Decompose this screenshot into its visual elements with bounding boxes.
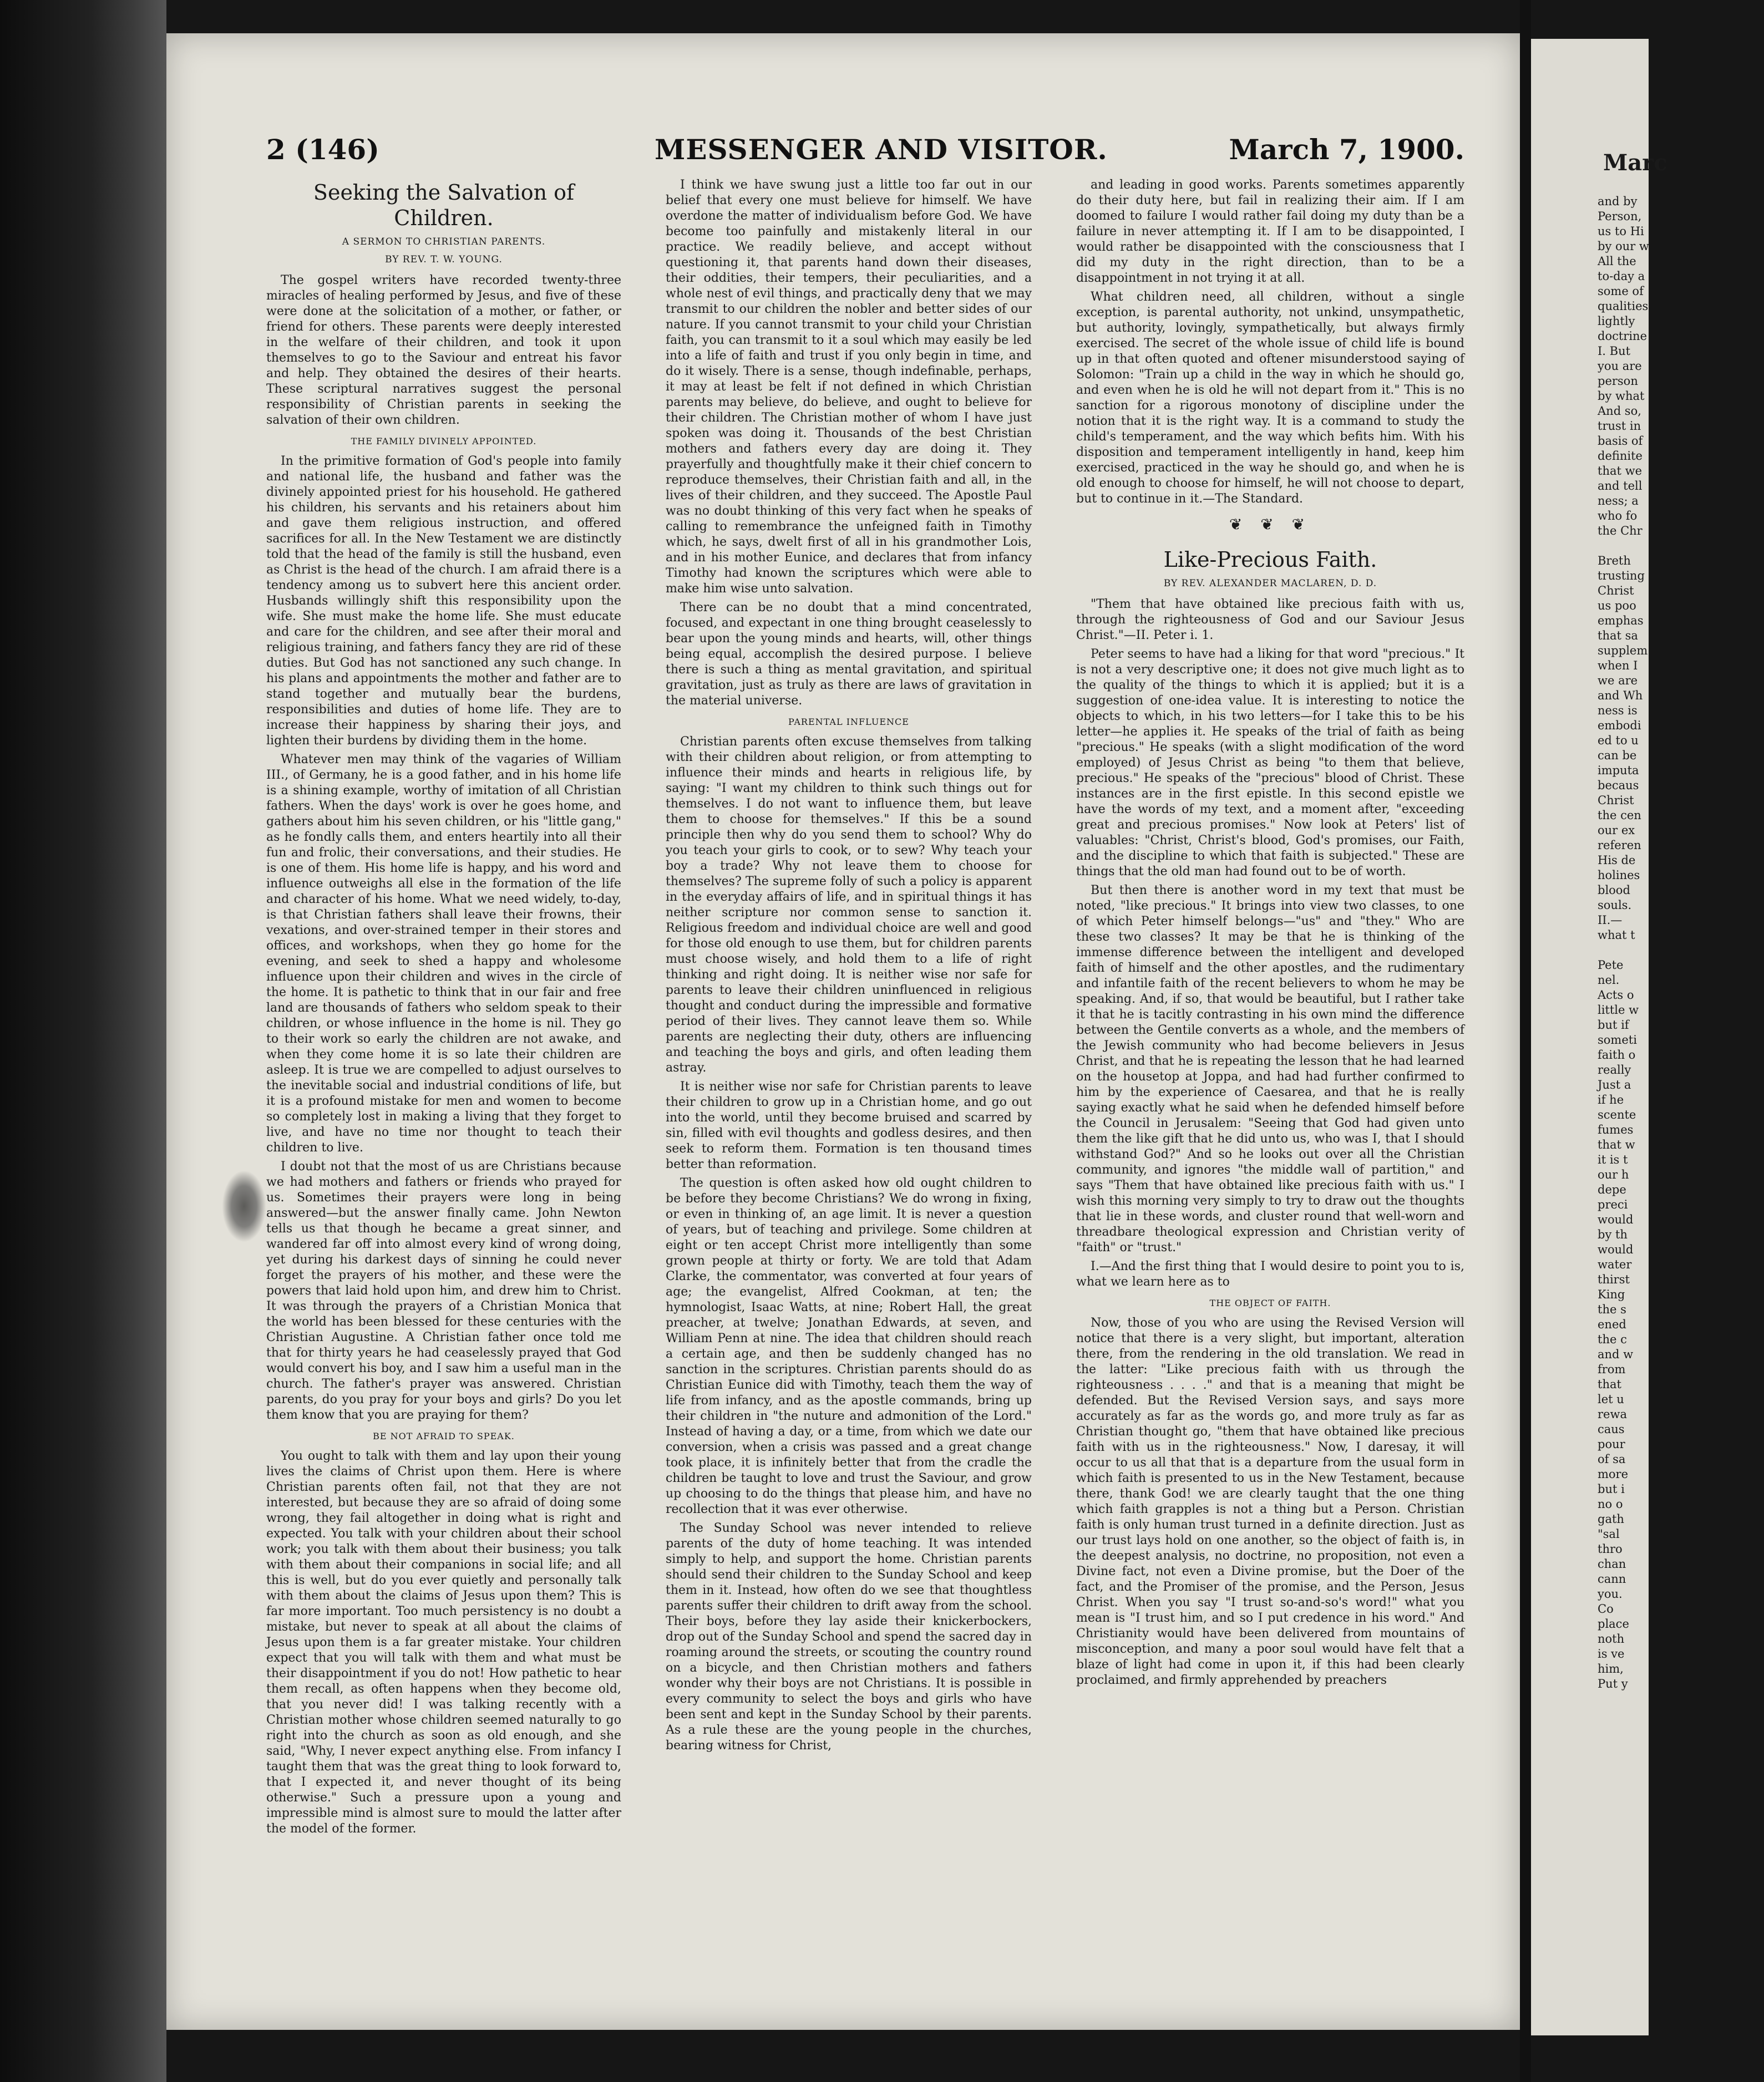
adjacent-page-line: to-day a bbox=[1598, 270, 1645, 283]
adjacent-page-line: imputa bbox=[1598, 764, 1639, 777]
adjacent-page-line: supplem bbox=[1598, 644, 1648, 657]
adjacent-page-line: of sa bbox=[1598, 1453, 1626, 1466]
adjacent-page-line bbox=[1598, 943, 1764, 958]
section-heading: PARENTAL INFLUENCE bbox=[788, 717, 909, 727]
adjacent-page-line: "sal bbox=[1598, 1527, 1620, 1541]
adjacent-page-line: And so, bbox=[1598, 404, 1641, 418]
adjacent-page-line: and by bbox=[1598, 195, 1638, 208]
adjacent-page-line: pour bbox=[1598, 1438, 1625, 1451]
adjacent-page-line: that we bbox=[1598, 464, 1643, 478]
adjacent-page-line: blood bbox=[1598, 883, 1630, 897]
adjacent-page-line: noth bbox=[1598, 1632, 1625, 1646]
adjacent-page-line: person bbox=[1598, 374, 1638, 388]
adjacent-page-line: us poo bbox=[1598, 599, 1636, 612]
adjacent-page-line: Breth bbox=[1598, 554, 1631, 567]
adjacent-page-line: nel. bbox=[1598, 973, 1620, 987]
adjacent-page-line: someti bbox=[1598, 1033, 1637, 1047]
adjacent-page-line: by our w bbox=[1598, 240, 1649, 253]
article-title: Seeking the Salvation of Children. bbox=[313, 180, 575, 230]
adjacent-page-line: lightly bbox=[1598, 314, 1635, 328]
adjacent-page-line: our h bbox=[1598, 1168, 1629, 1181]
book-binding-edge bbox=[0, 0, 166, 2082]
adjacent-page-line: when I bbox=[1598, 659, 1638, 672]
adjacent-page-line: Pete bbox=[1598, 958, 1624, 972]
publication-title: MESSENGER AND VISITOR. bbox=[655, 133, 1108, 166]
article-paragraph: The gospel writers have recorded twenty-three miracles of healing performed by Jesus, and five of these were done at the solicitation of a mother, or father, or friend for others. These parents were deeply interested in the welfare of their children, and took it upon themselves to go to the Saviour and entreat his favor and help. They obtained the desires of their hearts. These scriptural narratives suggest the personal responsibility of Christian parents in seeking the salvation of their own children. bbox=[266, 273, 621, 427]
article-paragraph: But then there is another word in my text that must be noted, "like precious." It brings into view two classes, to one of which Peter himself belongs—"us" and "they." Who are these two classes? It may be that he is thinking of the immense difference between the intelligent and developed faith of himself and the other apostles, and the rudimentary and infantile faith of the recent believers to whom he may be speaking. And, if so, that would be beautiful, but I rather take it that he is tacitly contrasting in his own mind the difference between the Gentile converts as a whole, and the members of the Jewish community who had become believers in Jesus Christ, and that he is repeating the lesson that he had learned on the housetop at Joppa, and had had further confirmed to him by the experience of Caesarea, and that he is really saying exactly what he said when he defended himself before the Council in Jerusalem: "Seeing that God had given unto them the like gift that he did unto us, who was I, that I should withstand God?" And so he looks out over all the Christian community, and ignores "the middle wall of partition," and says "Them that have obtained like precious faith with us." I wish this morning very simply to try to draw out the thoughts that lie in these words, and cluster round that well-worn and threadbare theological expression and Christian verity of "faith" or "trust." bbox=[1076, 883, 1464, 1255]
adjacent-page-line: our ex bbox=[1598, 824, 1635, 837]
section-ornament: ❦ ❦ ❦ bbox=[1229, 515, 1312, 534]
adjacent-page-line: us to Hi bbox=[1598, 225, 1644, 238]
adjacent-page-line: scente bbox=[1598, 1108, 1636, 1121]
article-paragraph: In the primitive formation of God's people into family and national life, the husband and father was the divinely appointed priest for his household. He gathered his children, his servants and his retainers about him and gave them religious instruction, and offered sacrifices for all. In the New Testament we are distinctly told that the head of the family is still the husband, even as Christ is the head of the church. I am afraid there is a tendency among us to subvert here this ancient order. Husbands willingly shift this responsibility upon the wife. She must make the home life. She must educate and care for the children, and see after their moral and religious training, and fathers fancy they are rid of these duties. But God has not sanctioned any such change. In his plans and appointments the mother and father are to stand together and mutually bear the burdens, responsibilities and duties of home life. They are to increase their happiness by sharing their joys, and lighten their burdens by dividing them in the home. bbox=[266, 454, 621, 748]
adjacent-page-line: ed to u bbox=[1598, 734, 1639, 747]
adjacent-page-line: the s bbox=[1598, 1303, 1626, 1316]
adjacent-page-line: it is t bbox=[1598, 1153, 1628, 1166]
article-byline: BY REV. ALEXANDER MACLAREN, D. D. bbox=[1163, 578, 1377, 589]
column-2 bbox=[666, 177, 1032, 1985]
article-paragraph: I doubt not that the most of us are Christians because we had mothers and fathers or friends who prayed for us. Sometimes their prayers were long in being answered—but the answer finally came. John Newton tells us that though he became a great sinner, and wandered far off into almost every kind of wrong doing, yet during his darkest days of sinning he could never forget the prayers of his mother, and these were the powers that laid hold upon him, and drew him to Christ. It was through the prayers of a Christian Monica that the world has been blessed for these centuries with the Christian Augustine. A Christian father once told me that for thirty years he had ceaselessly prayed that God would convert his boy, and I saw him a useful man in the church. The father's prayer was answered. Christian parents, do you pray for your boys and girls? Do you let them know that you are praying for them? bbox=[266, 1160, 621, 1422]
adjacent-page-line: by what bbox=[1598, 389, 1645, 403]
adjacent-page-line: His de bbox=[1598, 854, 1636, 867]
article-paragraph: There can be no doubt that a mind concentrated, focused, and expectant in one thing brought ceaselessly to bear upon the young minds and hearts, will, other things being equal, accomplish the desired purpose. I believe there is such a thing as mental gravitation, and spiritual gravitation, just as truly as there are laws of gravitation in the material universe. bbox=[666, 601, 1032, 708]
adjacent-page-line: emphas bbox=[1598, 614, 1644, 627]
adjacent-page-line: but i bbox=[1598, 1482, 1625, 1496]
adjacent-page-line: would bbox=[1598, 1243, 1634, 1256]
adjacent-page-line: him, bbox=[1598, 1662, 1624, 1675]
adjacent-page-line: more bbox=[1598, 1467, 1629, 1481]
adjacent-page-line: the Chr bbox=[1598, 524, 1643, 537]
adjacent-page-line: that sa bbox=[1598, 629, 1638, 642]
adjacent-page-fragment bbox=[1531, 39, 1667, 2035]
adjacent-page-line: water bbox=[1598, 1258, 1632, 1271]
ink-stain bbox=[222, 1170, 266, 1242]
article-title: Like-Precious Faith. bbox=[1163, 547, 1377, 572]
adjacent-page-line: Christ bbox=[1598, 584, 1634, 597]
adjacent-page-line: and Wh bbox=[1598, 689, 1643, 702]
adjacent-page-line: place bbox=[1598, 1617, 1629, 1631]
adjacent-page-line: what t bbox=[1598, 928, 1635, 942]
adjacent-page-line: the cen bbox=[1598, 809, 1641, 822]
scripture-epigraph: "Them that have obtained like precious faith with us, through the righteousness of God and our Saviour Jesus Christ."—II. Peter i. 1. bbox=[1076, 597, 1464, 642]
adjacent-page-line: gath bbox=[1598, 1512, 1624, 1526]
adjacent-page-line: the c bbox=[1598, 1333, 1627, 1346]
article-paragraph: I think we have swung just a little too far out in our belief that every one must believe for himself. We have overdone the matter of individualism before God. We have become too painfully and mistakenly literal in our practice. We readily believe, and accept without questioning it, that parents hand down their diseases, their oddities, their tempers, their peculiarities, and a whole nest of evil things, and practically deny that we may transmit to our children the nobler and better sides of our nature. If you cannot transmit to your child your Christian faith, you can transmit to it a soul which may easily be led into a life of faith and trust if you only begin in time, and do it wisely. There is a sense, though indefinable, perhaps, it may at least be felt if not defined in which Christian parents may believe, do believe, and ought to believe for their children. The Christian mother of whom I have just spoken was doing it. Thousands of the best Christian mothers and fathers every day are doing it. They prayerfully and thoughtfully make it their chief concern to reproduce themselves, their Christian faith and all, in the lives of their children, and they succeed. The Apostle Paul was no doubt thinking of this very fact when he speaks of calling to remembrance the unfeigned faith in Timothy which, he says, dwelt first of all in his grandmother Lois, and in his mother Eunice, and declares that from infancy Timothy had known the scriptures which were able to make him wise unto salvation. bbox=[666, 178, 1032, 596]
adjacent-page-line: that bbox=[1598, 1378, 1621, 1391]
adjacent-page-line: from bbox=[1598, 1363, 1626, 1376]
adjacent-page-line: let u bbox=[1598, 1393, 1624, 1406]
column-1 bbox=[266, 177, 621, 1985]
adjacent-page-line: holines bbox=[1598, 869, 1640, 882]
adjacent-page-line: preci bbox=[1598, 1198, 1628, 1211]
article-paragraph: I.—And the first thing that I would desire to point you to is, what we learn here as to bbox=[1076, 1260, 1464, 1289]
section-heading: THE OBJECT OF FAITH. bbox=[1209, 1298, 1331, 1308]
section-heading: THE FAMILY DIVINELY APPOINTED. bbox=[351, 436, 537, 446]
adjacent-page-line: fumes bbox=[1598, 1123, 1634, 1136]
adjacent-page-line: that w bbox=[1598, 1138, 1635, 1151]
adjacent-page-line: embodi bbox=[1598, 719, 1641, 732]
page-number: 2 (146) bbox=[266, 133, 379, 166]
running-head bbox=[266, 100, 1464, 166]
adjacent-page-line: trust in bbox=[1598, 419, 1641, 433]
adjacent-page-line: Co bbox=[1598, 1602, 1614, 1616]
adjacent-page-line: if he bbox=[1598, 1093, 1624, 1106]
adjacent-page-line: little w bbox=[1598, 1003, 1639, 1017]
adjacent-page-line: you. bbox=[1598, 1587, 1623, 1601]
adjacent-page-line: souls. bbox=[1598, 898, 1632, 912]
column-3 bbox=[1076, 177, 1464, 1985]
adjacent-page-line: Put y bbox=[1598, 1677, 1628, 1690]
adjacent-page-line: doctrine bbox=[1598, 329, 1647, 343]
adjacent-page-line: trusting bbox=[1598, 569, 1645, 582]
adjacent-page-line: some of bbox=[1598, 285, 1644, 298]
adjacent-page-line: by th bbox=[1598, 1228, 1628, 1241]
adjacent-page-line: Person, bbox=[1598, 210, 1642, 223]
adjacent-page-line: really bbox=[1598, 1063, 1631, 1076]
adjacent-page-line: qualities bbox=[1598, 299, 1649, 313]
article-paragraph: The Sunday School was never intended to relieve parents of the duty of home teaching. It was intended simply to help, and support the home. Christian parents should send their children to the Sunday School and keep them in it. Instead, how often do we see that thoughtless parents suffer their children to drift away from the school. Their boys, before they lay aside their knickerbockers, drop out of the Sunday School and spend the sacred day in roaming around the streets, or scouting the country round on a bicycle, and then Christian mothers and fathers wonder why their boys are not Christians. It is possible in every community to select the boys and girls who have been sent and kept in the Sunday School by their parents. As a rule these are the young people in the churches, bearing witness for Christ, bbox=[666, 1521, 1032, 1753]
adjacent-page-line: and tell bbox=[1598, 479, 1643, 492]
article-byline: BY REV. T. W. YOUNG. bbox=[385, 254, 503, 265]
adjacent-page-line: and w bbox=[1598, 1348, 1634, 1361]
adjacent-page-header: Marc bbox=[1603, 150, 1667, 176]
adjacent-page-line: King bbox=[1598, 1288, 1625, 1301]
adjacent-page-line: thirst bbox=[1598, 1273, 1630, 1286]
article-paragraph: Whatever men may think of the vagaries of William III., of Germany, he is a good father, and in his home life is a shining example, worthy of imitation of all Christian fathers. When the days' work is over he goes home, and gathers about him his seven children, or his "little gang," as he fondly calls them, and enters heartily into all their fun and frolic, their conversations, and their studies. He is one of them. His home life is happy, and his word and influence outweighs all else in the formation of the life and character of his home. What we need widely, to-day, is that Christian fathers shall leave their frowns, their vexations, and over-strained temper in their stores and offices, and workshops, when they go home for the evening, and seek to shed a happy and wholesome influence upon their children and wives in the circle of the home. It is pathetic to think that in our fair and free land are thousands of fathers who seldom speak to their children, or whose influence in the home is nil. They go to their work so early the children are not awake, and when they come home it is so late their children are asleep. It is true we are compelled to adjust ourselves to the inevitable social and industrial conditions of life, but it is a profound mistake for men and women to become so completely lost in making a living that they forget to live, and have no time nor thought to teach their children to live. bbox=[266, 753, 622, 1155]
adjacent-page-line: depe bbox=[1598, 1183, 1626, 1196]
adjacent-page-line: rewa bbox=[1598, 1408, 1627, 1421]
adjacent-page-line: All the bbox=[1598, 255, 1636, 268]
adjacent-page-line: basis of bbox=[1598, 434, 1643, 448]
article-subtitle: A SERMON TO CHRISTIAN PARENTS. bbox=[342, 236, 546, 247]
adjacent-page-line: but if bbox=[1598, 1018, 1629, 1032]
adjacent-page-line: ness is bbox=[1598, 704, 1638, 717]
adjacent-page-line: can be bbox=[1598, 749, 1637, 762]
adjacent-page-line: becaus bbox=[1598, 779, 1639, 792]
article-paragraph: Christian parents often excuse themselves from talking with their children about religion, or from attempting to influence their minds and hearts in religious life, by saying: "I want my children to think such things out for themselves. I do not want to influence them, but leave them to choose for themselves." If this be a sound principle then why do you send them to school? Why do you teach your girls to cook, or to sew? Why teach your boy a trade? Why not leave them to choose for themselves? The supreme folly of such a policy is apparent in the everyday affairs of life, and in spiritual things it has neither scripture nor common sense to sanction it. Religious freedom and individual choice are well and good for those old enough to use them, but for children parents must choose wisely, and hold them to a life of right thinking and right doing. It is neither wise nor safe for parents to leave their children uninfluenced in religious thought and conduct during the impressible and formative period of their lives. They cannot leave them so. While parents are neglecting their duty, others are influencing and teaching the boys and girls, and often leading them astray. bbox=[666, 735, 1032, 1075]
adjacent-page-line: ened bbox=[1598, 1318, 1626, 1331]
adjacent-page-line bbox=[1598, 539, 1764, 553]
adjacent-page-line: Acts o bbox=[1598, 988, 1634, 1002]
adjacent-page-line: thro bbox=[1598, 1542, 1623, 1556]
adjacent-page-line: I. But bbox=[1598, 344, 1631, 358]
adjacent-page-line: would bbox=[1598, 1213, 1634, 1226]
page-gutter bbox=[1520, 0, 1531, 2082]
adjacent-page-line: caus bbox=[1598, 1423, 1625, 1436]
adjacent-page-line: Christ bbox=[1598, 794, 1634, 807]
adjacent-page-line: definite bbox=[1598, 449, 1643, 463]
article-paragraph: It is neither wise nor safe for Christian parents to leave their children to grow up in a Christian home, and go out into the world, until they become bruised and scarred by sin, filled with evil thoughts and godless desires, and then seek to reform them. Formation is ten thousand times better than reformation. bbox=[666, 1080, 1032, 1171]
article-paragraph: Peter seems to have had a liking for that word "precious." It is not a very descriptive one; it does not give much light as to the quality of the things to which it is applied; but it is a suggestion of one-idea value. It is interesting to notice the objects to which, in his two letters—for I take this to be his letter—he applies it. He speaks of the trial of faith as being "precious." He speaks (with a slight modification of the word employed) of Jesus Christ as being "to them that believe, precious." He speaks of the "precious" blood of Christ. These instances are in the first epistle. In this second epistle we have the words of my text, and a moment after, "exceeding great and precious promises." Now look at Peters' list of valuables: "Christ, Christ's blood, God's promises, our Faith, and the discipline to which that faith is subjected." These are things that the old man had found out to be of worth. bbox=[1076, 647, 1464, 878]
adjacent-page-text bbox=[1598, 194, 1764, 1692]
adjacent-page-line: no o bbox=[1598, 1497, 1623, 1511]
issue-date: March 7, 1900. bbox=[1229, 133, 1464, 166]
adjacent-page-line: who fo bbox=[1598, 509, 1638, 522]
article-paragraph: Now, those of you who are using the Revised Version will notice that there is a very slight, but important, alteration there, from the rendering in the old translation. We read in the latter: "Like precious faith with us through the righteousness . . . ." and that is a meaning that might be defended. But the Revised Version says, and says more accurately as far as the words go, and more truly as far as Christian thought go, "them that have obtained like precious faith with us in the righteousness." Now, I daresay, it will occur to us all that that is a departure from the usual form in which faith is presented to us in the New Testament, because there, thank God! we are clearly taught that the one thing which faith grapples is not a thing but a Person. Christian faith is only human trust turned in a definite direction. Just as our trust lays hold on one another, so the object of faith is, in the deepest analysis, no doctrine, no proposition, not even a Divine fact, not even a Divine promise, but the Doer of the fact, and the Promiser of the promise, and the Person, Jesus Christ. When you say "I trust so-and-so's word!" what you mean is "I trust him, and so I put credence in his word." And Christianity would have been delivered from mountains of misconception, and many a poor soul would have felt that a blaze of light had come in upon it, if this had been clearly proclaimed, and firmly apprehended by preachers bbox=[1076, 1316, 1464, 1687]
newspaper-page bbox=[166, 33, 1520, 2030]
adjacent-page-line: we are bbox=[1598, 674, 1638, 687]
article-paragraph: The question is often asked how old ought children to be before they become Christians? We do wrong in fixing, or even in thinking of, an age limit. It is never a question of years, but of teaching and privilege. Some children at eight or ten accept Christ more intelligently than some grown people at thirty or forty. We are told that Adam Clarke, the commentator, was converted at four years of age; the evangelist, Alfred Cookman, at ten; the hymnologist, Isaac Watts, at nine; Robert Hall, the great preacher, at twelve; Jonathan Edwards, at seven, and William Penn at nine. The idea that children should reach a certain age, and then be suddenly changed has no sanction in the scriptures. Christian parents should do as Christian Eunice did with Timothy, teach them the way of life from infancy, and as the apostle commands, bring up their children in "the nuture and admonition of the Lord." Instead of having a day, or a time, from which we date our conversion, when a crisis was passed and a great change took place, it is infinitely better that from the cradle the children be taught to love and trust the Saviour, and grow up choosing to do the things that please him, and have no recollection that it was ever otherwise. bbox=[666, 1176, 1032, 1516]
adjacent-page-line: II.— bbox=[1598, 913, 1623, 927]
adjacent-page-line: is ve bbox=[1598, 1647, 1625, 1660]
section-heading: BE NOT AFRAID TO SPEAK. bbox=[373, 1431, 515, 1441]
adjacent-page-line: referen bbox=[1598, 839, 1641, 852]
adjacent-page-line: Just a bbox=[1598, 1078, 1631, 1091]
adjacent-page-line: you are bbox=[1598, 359, 1642, 373]
adjacent-page-line: cann bbox=[1598, 1572, 1626, 1586]
article-paragraph: What children need, all children, without a single exception, is parental authority, not unkind, unsympathetic, but authority, lovingly, sympathetically, but always firmly exercised. The secret of the whole issue of child life is bound up in that often quoted and oftener misunderstood saying of Solomon: "Train up a child in the way in which he should go, and even when he is old he will not depart from it." This is no sanction for a rigorous monotony of discipline under the notion that it is the right way. It is a command to study the child's temperament, and the way which befits him. With his disposition and temperament intelligently in hand, keep him exercised, practiced in the way he should go, and when he is old enough to choose for himself, he will not choose to depart, but to continue in it.—The Standard. bbox=[1076, 290, 1464, 506]
article-paragraph: and leading in good works. Parents sometimes apparently do their duty here, but fail in realizing their aim. If I am doomed to failure I would rather fail doing my duty than be a failure in never attempting it. If I am to be disappointed, I would rather be disappointed with the consciousness that I did my duty in the right direction, than to be a disappointment in not trying it at all. bbox=[1076, 178, 1464, 285]
adjacent-page-line: ness; a bbox=[1598, 494, 1639, 507]
adjacent-page-line: faith o bbox=[1598, 1048, 1636, 1062]
adjacent-page-line: chan bbox=[1598, 1557, 1626, 1571]
article-paragraph: You ought to talk with them and lay upon their young lives the claims of Christ upon them. Here is where Christian parents often fail, not that they are not interested, but because they are so afraid of doing some wrong, they fail altogether in doing what is right and expected. You talk with your children about their school work; you talk with them about their business; you talk with them about their companions in social life; and all this is well, but do you ever quietly and personally talk with them about the claims of Jesus upon them? This is far more important. Too much persistency is no doubt a mistake, but never to speak at all about the claims of Jesus upon them is a far greater mistake. Your children expect that you will talk with them and what must be their disappointment if you do not! How pathetic to hear them recall, as often happens when they become old, that you never did! I was talking recently with a Christian mother whose children seemed naturally to go right into the church as soon as old enough, and she said, "Why, I never expect anything else. From infancy I taught them that was the great thing to look forward to, that I expected it, and never thought of its being otherwise." Such a pressure upon a young and impressible mind is almost sure to mould the latter after the model of the former. bbox=[266, 1449, 621, 1836]
